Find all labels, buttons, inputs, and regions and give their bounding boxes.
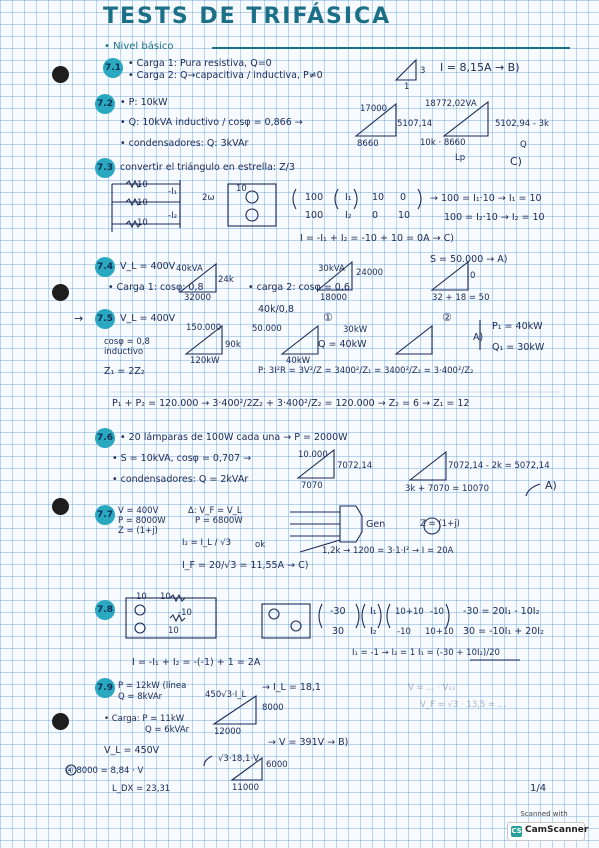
triangle-label: 1 [404,82,410,92]
triangle-label: 40kVA [176,264,203,274]
equation-line: 30 = -10I₁ + 20I₂ [463,626,544,637]
triangle-label: 120kW [190,356,220,366]
equivalent-circuit [228,184,276,226]
source-symbol [291,621,301,631]
circuit-mesh [126,598,216,638]
arrow-line [300,540,340,552]
triangle-label: 18000 [320,293,348,303]
triangle-label: 90k [225,340,241,350]
triangle-label: Q [520,140,527,150]
triangle-label: 7070 [301,481,323,491]
problem-line: P = 8000W [118,516,166,526]
equation-line: -30 = 20I₁ - 10I₂ [463,606,540,617]
side-result: P₁ = 40kW [492,321,543,332]
power-triangle [186,326,222,354]
impedance-label: Z = (1+j) [420,519,460,529]
problem-result: I_F = 20/√3 = 11,55A → C) [182,560,309,571]
camscanner-logo-icon: CS [511,827,522,835]
problem-line: Z₁ = 2Z₂ [104,366,145,377]
circuit-label: 10 [137,198,148,208]
equation-line: → V = 391V → B) [268,737,349,748]
triangle-label: 10.000 [298,450,328,460]
power-triangle [432,262,468,290]
triangle-label: 5102,94 - 3k [495,119,549,129]
equation-line: 1,2k → 1200 = 3·1·I² → I = 20A [322,546,454,556]
problem-number: 7.8 [95,600,115,620]
circuit-label: 10 [160,592,171,602]
circuit-label: -10 [178,608,192,618]
problem-line: V_L = 450V [104,745,160,756]
power-triangle [318,262,352,290]
triangle-label: √3·18,1·V [218,754,259,764]
circled-mark: ① [323,311,333,324]
problem-answer: A) [473,332,484,343]
matrix-cell: -30 [330,606,346,617]
problem-result: I = -I₁ + I₂ = -10 + 10 = 0A → C) [300,233,454,244]
source-symbol [135,623,145,633]
problem-line: ④ 8000 = 8,84 · V [66,766,144,776]
problem-line: • Q: 10kVA inductivo / cosφ = 0,866 → [120,117,303,128]
answer-arrow [204,756,212,766]
problem-line: L_DX = 23,31 [112,784,171,794]
matrix-cell: -10 [430,607,444,617]
power-triangle [232,758,262,780]
triangle-label: 40k/0,8 [258,304,294,315]
triangle-label: 18772,02VA [425,99,477,109]
triangle-label: 30kVA [318,264,345,274]
triangle-label: 12000 [214,727,242,737]
equation-line: 100 = I₂·10 → I₂ = 10 [444,212,545,223]
section-heading: • Nivel básico [104,41,174,52]
scanner-watermark [503,810,589,842]
power-triangle [282,326,318,354]
problem-line: • condensadores: Q = 2kVAr [112,474,249,485]
matrix-cell: I₁ [345,192,352,203]
circuit-label: 10 [168,626,179,636]
problem-line: Z = (1+j) [118,526,158,536]
triangle-label: 50.000 [252,324,282,334]
equation-line: P₁ + P₂ = 120.000 → 3·400²/2Z₂ + 3·400²/Z₂ = 120.000 → Z₂ = 6 → Z₁ = 12 [112,398,470,409]
triangle-label: 8660 [357,139,379,149]
triangle-label: 7072,14 - 2k = 5072,14 [448,461,550,471]
problem-result: S = 50.000 → A) [430,254,508,265]
load-symbol [424,518,440,534]
problem-line: • Carga 2: Q→capacitiva / inductiva, P≠0 [128,70,323,81]
problem-line: • 20 lámparas de 100W cada una → P = 2000W [120,432,348,443]
problem-line: Q = 8kVAr [118,692,163,702]
scanner-brand: CamScanner [525,825,589,835]
circuit-label: 2ω [202,193,215,203]
section-label: Nivel básico [113,41,174,52]
problem-number: 7.3 [95,158,115,178]
matrix-cell: I₂ [370,626,377,637]
power-triangle [356,104,396,136]
triangle-label: 3k + 7070 = 10070 [405,484,490,494]
problem-line: • S = 10kVA, cosφ = 0,707 → [112,453,252,464]
triangle-label: 3 [420,66,426,76]
source-symbol [135,605,145,615]
three-phase-lines [290,512,340,536]
problem-line: • Carga: P = 11kW [104,714,185,724]
source-symbol [246,191,258,203]
triangle-label: 11000 [232,783,260,793]
matrix-cell: 0 [372,210,379,221]
triangle-label: 40kW [286,356,311,366]
matrix-cell: I₁ [370,606,377,617]
triangle-label: 32000 [184,293,212,303]
page-title: TESTS DE TRIFÁSICA [103,4,392,29]
problem-number: 7.6 [95,428,115,448]
matrix-cell: 10+10 [395,607,424,617]
power-triangle [298,450,334,478]
triangle-label: 24000 [356,268,384,278]
generator-label: Gen [366,519,386,530]
problem-result: I = -I₁ + I₂ = -(-1) + 1 = 2A [132,657,261,668]
problem-answer: C) [510,155,522,168]
circuit-label: 10 [137,180,148,190]
triangle-label: Q = 40kW [318,339,367,350]
triangle-label: 450√3·I_L [205,690,247,700]
triangle-label: 24k [218,275,234,285]
equation-line: I₁ = -1 → I₂ = 1 I₁ = (-30 + 10I₂)/20 [352,648,500,658]
problem-number: 7.7 [95,505,115,525]
problem-line: Δ: V_F = V_L [188,506,242,516]
matrix-brackets [319,604,449,628]
problem-line: V = 400V [118,506,159,516]
triangle-label: 17000 [360,104,388,114]
equivalent-circuit [262,604,310,638]
matrix-cell: 30 [332,626,345,637]
problem-answer: A) [545,479,557,492]
arrow-marker: → [74,312,84,325]
mark-circle [66,765,76,775]
problem-answer: I = 8,15A → B) [440,61,520,74]
triangle-label: 7072,14 [337,461,373,471]
matrix-cell: 0 [400,192,407,203]
problem-line: P = 6800W [195,516,243,526]
problem-line: cosφ = 0,8 [104,337,150,347]
circuit-label: -I₂ [168,211,177,221]
circuit-wires [112,180,180,232]
matrix-cell: -10 [397,627,411,637]
problem-number: 7.9 [95,678,115,698]
equation-line: → 100 = I₁·10 → I₁ = 10 [430,193,542,204]
power-triangle [396,60,416,80]
side-result: Q₁ = 30kW [492,342,545,353]
problem-line: I₂ = I_L / √3 [182,538,232,548]
problem-line: • condensadores: Q: 3kVAr [120,138,249,149]
triangle-label: 6000 [266,760,288,770]
triangle-label: 0 [470,271,476,281]
faint-note: V_F = √3 · 13,5 = ... [420,700,506,710]
triangle-label: 30kW [343,325,368,335]
problem-line: • P: 10kW [120,97,168,108]
problem-line: inductivo [104,347,144,357]
resistor-symbols [126,181,141,227]
faint-note: V = ... · V₁₃ [408,683,456,693]
problem-line: • Carga 1: cosφ: 0,8 [108,282,204,293]
problem-line: V_L = 400V [120,313,176,324]
matrix-cell: 100 [305,210,324,221]
resistor-symbols [170,595,185,621]
page-number: 1/4 [530,783,547,794]
triangle-label: 150.000 [186,323,222,333]
scanner-caption: Scanned with [520,810,568,818]
power-triangle [214,696,256,724]
triangle-label: 10k · 8660 [420,138,466,148]
scanner-badge [507,822,589,841]
triangle-label: 5107,14 [397,119,433,129]
generator-box [340,506,362,542]
matrix-cell: 10 [372,192,385,203]
problem-number: 7.2 [95,94,115,114]
source-symbol [246,209,258,221]
check-mark: ok [255,540,266,550]
circuit-label: 10 [236,184,247,194]
power-triangle [396,326,432,354]
power-triangle [444,102,488,136]
problem-number: 7.4 [95,257,115,277]
problem-line: • Carga 1: Pura resistiva, Q=0 [128,58,272,69]
matrix-cell: 10+10 [425,627,454,637]
matrix-cell: I₂ [345,210,352,221]
matrix-brackets [293,189,421,209]
equation-line: P: 3I²R = 3V²/Z = 3400²/Z₁ = 3400²/Z₂ = 3·400²/Z₂ [258,366,474,376]
problem-number: 7.1 [103,58,123,78]
circuit-label: -I₁ [168,187,177,197]
power-triangle [180,264,216,292]
answer-arrow [526,484,540,496]
circled-mark: ② [442,311,452,324]
problem-line: V_L = 400V [120,261,176,272]
matrix-cell: 100 [305,192,324,203]
equation-line: → I_L = 18,1 [262,682,321,693]
problem-line: convertir el triángulo en estrella: Z/3 [120,162,295,173]
matrix-cell: 10 [398,210,411,221]
triangle-label: Lp [455,153,466,163]
circuit-label: 10 [137,218,148,228]
problem-number: 7.5 [95,309,115,329]
problem-line: Q = 6kVAr [145,725,190,735]
circuit-label: 10 [136,592,147,602]
power-triangle [410,452,446,480]
triangle-label: 8000 [262,703,284,713]
source-symbol [269,609,279,619]
triangle-label: 32 + 18 = 50 [432,293,490,303]
problem-line: P = 12kW (línea [118,681,187,691]
problem-line: • carga 2: cosφ = 0,6 [248,282,350,293]
